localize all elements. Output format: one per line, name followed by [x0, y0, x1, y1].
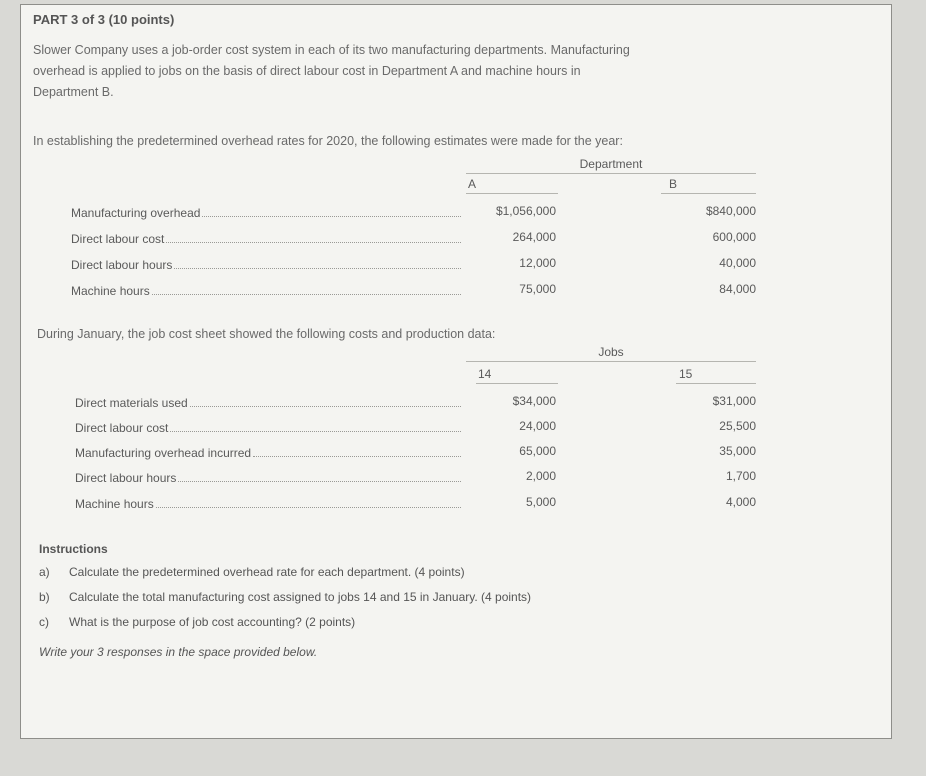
- cell-14-machine-hours: 5,000: [525, 495, 556, 509]
- cell-b-overhead: $840,000: [705, 204, 756, 218]
- instruction-text: Calculate the predetermined overhead rate for each department. (4 points): [69, 565, 465, 579]
- cell-14-overhead: 65,000: [519, 444, 556, 458]
- estimates-row-labour-hours: [71, 256, 461, 272]
- jobs-row-machine-hours: [75, 495, 461, 511]
- cell-15-overhead: 35,000: [719, 444, 756, 458]
- instruction-b: [39, 590, 531, 604]
- jobs-row-overhead: [75, 444, 461, 460]
- cell-15-labour-hours: 1,700: [725, 469, 756, 483]
- column-job-15: 15: [679, 367, 693, 381]
- cell-15-labour-cost: 25,500: [719, 419, 756, 433]
- instruction-c: [39, 615, 355, 629]
- part-heading: PART 3 of 3 (10 points): [33, 12, 175, 27]
- question-page: [20, 4, 892, 739]
- jobs-row-labour-cost: [75, 419, 461, 435]
- row-label: Direct labour hours: [75, 471, 177, 485]
- cell-14-labour-hours: 2,000: [525, 469, 556, 483]
- cell-b-labour-hours: 40,000: [719, 256, 756, 270]
- cell-14-materials: $34,000: [512, 394, 556, 408]
- cell-b-machine-hours: 84,000: [719, 282, 756, 296]
- jobs-header: Jobs: [598, 345, 624, 359]
- intro-line-3: Department B.: [33, 85, 114, 99]
- instructions-title: Instructions: [39, 542, 108, 556]
- intro-line-1: Slower Company uses a job-order cost system in each of its two manufacturing departments. Manufacturing: [33, 43, 630, 57]
- estimates-row-machine-hours: [71, 282, 461, 298]
- row-label: Direct labour hours: [71, 258, 173, 272]
- instruction-letter: b): [39, 590, 50, 604]
- jobs-row-materials: [75, 394, 461, 410]
- cell-15-materials: $31,000: [712, 394, 756, 408]
- instruction-letter: c): [39, 615, 49, 629]
- department-header: Department: [579, 157, 643, 171]
- column-dept-a: A: [468, 177, 477, 191]
- row-label: Direct materials used: [75, 396, 188, 410]
- instruction-text: What is the purpose of job cost accounting? (2 points): [69, 615, 356, 629]
- instruction-text: Calculate the total manufacturing cost assigned to jobs 14 and 15 in January. (4 points): [69, 590, 532, 604]
- column-job-14: 14: [478, 367, 492, 381]
- row-label: Direct labour cost: [71, 232, 165, 246]
- cell-a-labour-cost: 264,000: [512, 230, 556, 244]
- responses-note: Write your 3 responses in the space provided below.: [39, 645, 318, 659]
- row-label: Manufacturing overhead: [71, 206, 201, 220]
- cell-b-labour-cost: 600,000: [712, 230, 756, 244]
- column-dept-b: B: [669, 177, 678, 191]
- intro-line-2: overhead is applied to jobs on the basis of direct labour cost in Department A and machine hours in: [33, 64, 581, 78]
- cell-14-labour-cost: 24,000: [519, 419, 556, 433]
- cell-15-machine-hours: 4,000: [725, 495, 756, 509]
- jobs-row-labour-hours: [75, 469, 461, 485]
- cell-a-overhead: $1,056,000: [495, 204, 556, 218]
- instruction-a: [39, 565, 465, 579]
- cell-a-labour-hours: 12,000: [519, 256, 556, 270]
- row-label: Manufacturing overhead incurred: [75, 446, 252, 460]
- cell-a-machine-hours: 75,000: [519, 282, 556, 296]
- jobs-intro: During January, the job cost sheet showed the following costs and production data:: [37, 327, 496, 341]
- estimates-intro: In establishing the predetermined overhead rates for 2020, the following estimates were made for the year:: [33, 134, 623, 148]
- row-label: Machine hours: [75, 497, 154, 511]
- instruction-letter: a): [39, 565, 50, 579]
- estimates-row-labour-cost: [71, 230, 461, 246]
- row-label: Direct labour cost: [75, 421, 169, 435]
- estimates-row-overhead: [71, 204, 461, 220]
- row-label: Machine hours: [71, 284, 150, 298]
